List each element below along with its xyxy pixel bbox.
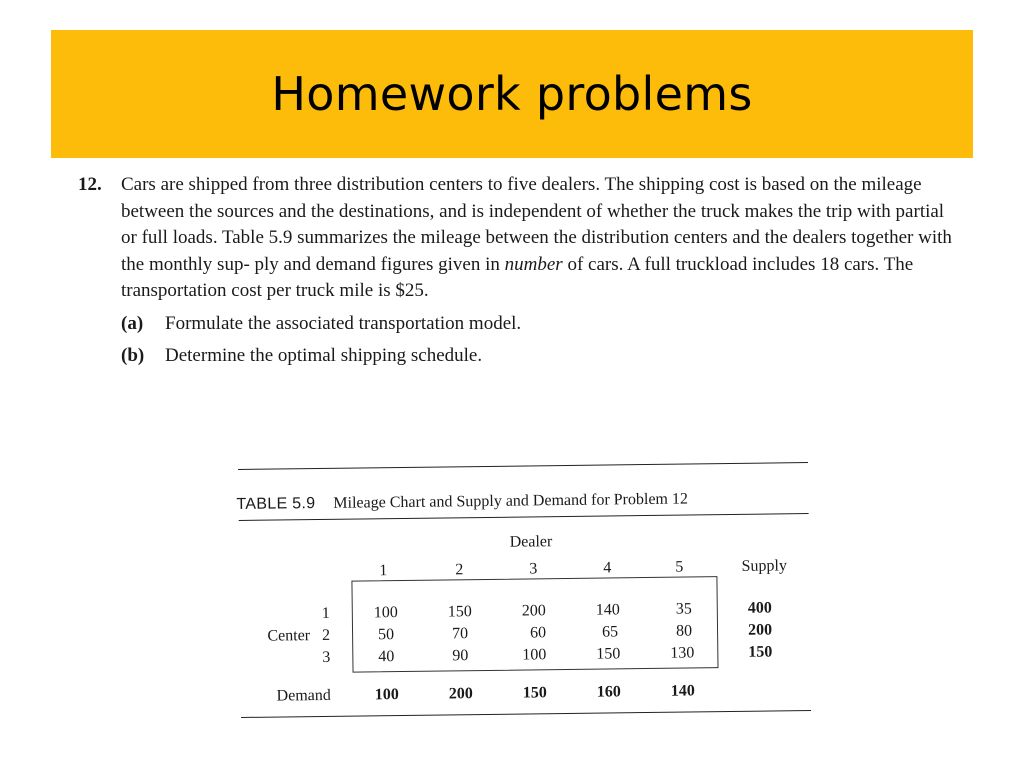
problem-text: Cars are shipped from three distribution centers to five dealers. The shipping cost is based on the mileage between the sources and the destinations, and is independent of whether the truck makes the trip with partial or full loads. Table 5.9 summarizes the mileage between the distribution centers and the dealers together with the monthly sup- ply and demand figures given in: [121, 174, 952, 275]
cell-2-5: 80: [675, 622, 693, 640]
cell-1-2: 150: [447, 603, 472, 621]
table-number: TABLE 5.9: [236, 495, 316, 514]
cell-3-4: 150: [596, 645, 621, 663]
table-bottom-rule: [241, 710, 811, 718]
dealer-col-3: 3: [529, 560, 538, 578]
demand-3: 150: [522, 684, 547, 702]
cell-1-4: 140: [595, 601, 620, 619]
demand-4: 160: [596, 683, 621, 701]
dealer-col-4: 4: [603, 559, 612, 577]
demand-1: 100: [374, 686, 399, 704]
cell-2-4: 65: [601, 623, 619, 641]
cell-2-2: 70: [451, 625, 469, 643]
slide-title: Homework problems: [271, 67, 753, 121]
cell-3-5: 130: [670, 644, 695, 662]
part-b-label: (b): [121, 345, 145, 366]
table-top-rule: [238, 462, 808, 470]
cell-1-5: 35: [675, 600, 692, 618]
mileage-table: [238, 458, 811, 730]
title-banner: [51, 30, 973, 158]
cell-2-3: 60: [529, 624, 547, 642]
row-label-1: 1: [321, 604, 330, 622]
table-caption-text: Mileage Chart and Supply and Demand for Problem 12: [333, 490, 689, 512]
cell-3-3: 100: [522, 646, 547, 664]
table-caption: [236, 491, 688, 515]
center-label: Center: [267, 627, 311, 645]
table-caption-rule: [239, 513, 809, 521]
problem-part-a: [121, 311, 953, 338]
dealer-col-5: 5: [675, 558, 684, 576]
supply-2: 200: [747, 621, 773, 639]
problem-part-b: [121, 343, 953, 370]
part-a-text: Formulate the associated transportation model.: [165, 312, 522, 334]
problem-text-after: of cars. A full truckload includes 18 cars. The transportation cost per truck mile is $25.: [121, 253, 914, 301]
cell-1-1: 100: [373, 604, 398, 622]
problem-12: [78, 172, 958, 370]
supply-3: 150: [748, 643, 773, 661]
demand-label: Demand: [276, 686, 331, 705]
cell-2-1: 50: [377, 626, 395, 644]
cell-3-1: 40: [378, 648, 395, 666]
problem-statement: [121, 172, 953, 370]
cell-1-3: 200: [521, 602, 546, 620]
demand-5: 140: [670, 682, 695, 700]
demand-2: 200: [448, 685, 473, 703]
part-a-label: (a): [121, 312, 144, 334]
dealer-col-1: 1: [379, 562, 388, 580]
dealer-col-2: 2: [455, 561, 464, 579]
cell-3-2: 90: [452, 647, 469, 665]
supply-1: 400: [747, 599, 772, 617]
row-label-3: 3: [322, 648, 331, 666]
problem-number: 12.: [78, 174, 102, 195]
problem-emphasis: number: [504, 253, 563, 275]
supply-header: Supply: [741, 557, 788, 575]
row-label-2: 2: [321, 626, 331, 644]
part-b-text: Determine the optimal shipping schedule.: [165, 345, 483, 366]
dealer-header: Dealer: [509, 533, 553, 551]
